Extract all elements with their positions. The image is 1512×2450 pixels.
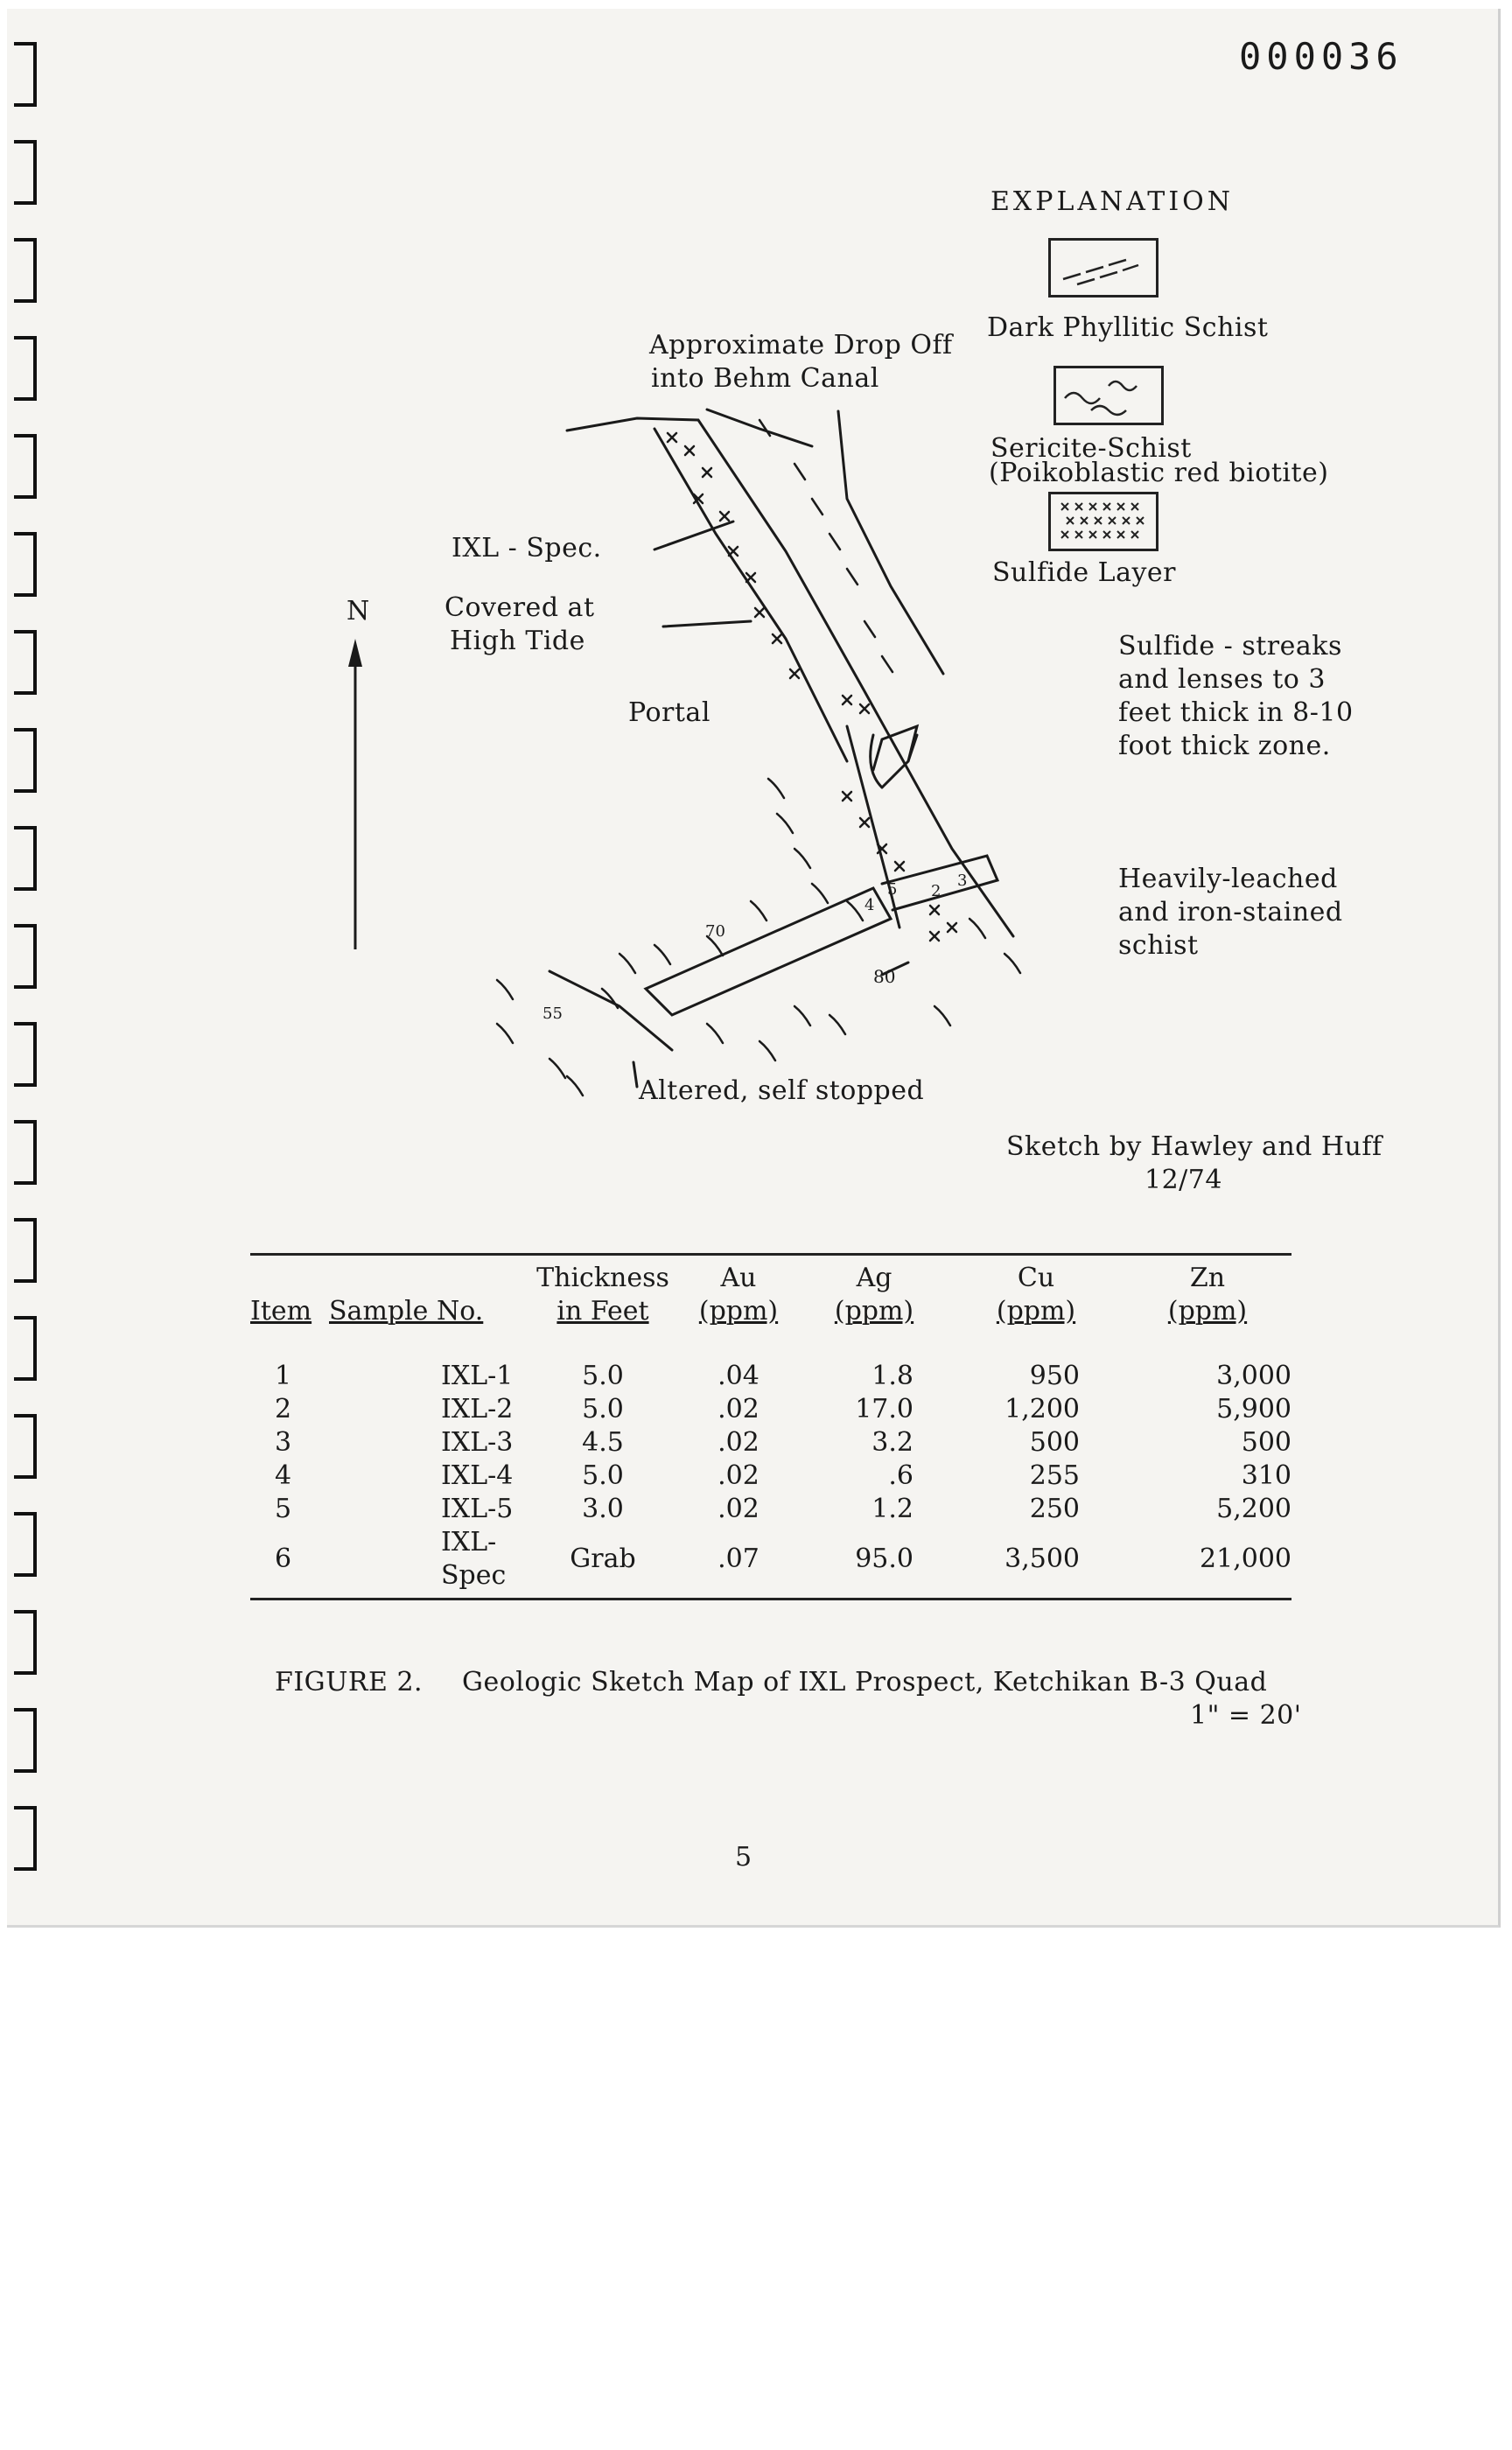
page-number: 5 [735, 1842, 752, 1872]
binder-tab [14, 1710, 35, 1771]
covered-leader [663, 621, 751, 626]
figure-scale: 1" = 20' [1190, 1700, 1302, 1731]
cell-thickness: 3.0 [582, 1494, 624, 1524]
cell-ag: 1.2 [872, 1494, 914, 1524]
cell-zn: 21,000 [1200, 1544, 1292, 1574]
cell-thickness: 5.0 [582, 1361, 624, 1391]
north-arrow-head [348, 639, 362, 667]
phyllite-mark [847, 569, 858, 584]
cell-zn: 3,000 [1216, 1361, 1292, 1391]
legend-sublabel-sericite-schist: (Poikoblastic red biotite) [989, 458, 1329, 488]
table-row [250, 1526, 1292, 1592]
table-row [250, 1493, 1292, 1526]
sulfide-mark [668, 433, 676, 442]
document-page [7, 9, 1501, 1928]
cell-cu: 3,500 [1004, 1544, 1080, 1574]
cell-sample: IXL-Spec [441, 1527, 507, 1591]
header-sample-top [329, 1262, 528, 1295]
leached-schist-mark [567, 1076, 583, 1096]
note-leached-line-3: schist [1118, 930, 1199, 961]
cell-thickness: Grab [570, 1544, 636, 1574]
note-sulfide-line-1: Sulfide - streaks [1118, 631, 1342, 662]
sulfide-mark [685, 446, 694, 455]
header-thickness-top: Thickness [536, 1263, 669, 1293]
note-sulfide-line-2: and lenses to 3 [1118, 664, 1326, 695]
dip-label-55: 55 [542, 1004, 563, 1023]
map-label-altered: Altered, self stopped [639, 1075, 925, 1106]
binder-tab [14, 1808, 35, 1869]
cell-item: 6 [275, 1544, 292, 1574]
cell-au: .04 [718, 1361, 760, 1391]
leached-schist-mark [830, 1015, 845, 1034]
leached-schist-mark [768, 779, 784, 798]
sulfide-mark [895, 862, 904, 871]
altered-leader [634, 1062, 637, 1087]
header-cu: (ppm) [996, 1296, 1076, 1326]
legend-label-sericite-schist: Sericite-Schist [990, 433, 1192, 464]
binder-tab [14, 1220, 35, 1281]
sample-point-5: 5 [887, 880, 898, 899]
note-sulfide-line-4: foot thick zone. [1118, 731, 1331, 761]
cell-sample: IXL-4 [441, 1460, 514, 1491]
sulfide-mark [729, 547, 738, 556]
sketch-map [7, 9, 1498, 1146]
leached-schist-mark [497, 1024, 513, 1043]
leached-schist-mark [794, 1006, 810, 1026]
cell-thickness: 4.5 [582, 1427, 624, 1458]
cell-item: 4 [275, 1460, 292, 1491]
figure-label: FIGURE 2. [275, 1667, 424, 1698]
header-item-top [250, 1262, 329, 1295]
sketch-credit: Sketch by Hawley and Huff [1006, 1131, 1382, 1162]
leached-schist-mark [1004, 954, 1020, 973]
sulfide-mark [746, 573, 755, 582]
drift-lower [550, 971, 672, 1050]
cell-sample: IXL-1 [441, 1361, 514, 1391]
map-label-drop-off-1: Approximate Drop Off [649, 330, 953, 360]
cell-zn: 310 [1241, 1460, 1292, 1491]
cell-au: .02 [718, 1460, 760, 1491]
cell-item: 1 [275, 1361, 292, 1391]
header-zn: (ppm) [1167, 1296, 1248, 1326]
cell-zn: 5,900 [1216, 1394, 1292, 1424]
contact-line-east [838, 411, 943, 674]
leached-schist-mark [970, 919, 985, 938]
header-au-top: Au [720, 1263, 757, 1293]
cell-zn: 5,200 [1216, 1494, 1292, 1524]
phyllite-mark [794, 464, 805, 480]
header-sample-no: Sample No. [329, 1296, 484, 1326]
binder-tab [14, 1612, 35, 1673]
north-label: N [346, 596, 370, 626]
header-thickness: in Feet [556, 1296, 649, 1326]
cell-au: .02 [718, 1494, 760, 1524]
cell-au: .02 [718, 1427, 760, 1458]
note-leached-line-1: Heavily-leached [1118, 864, 1338, 894]
explanation-title: EXPLANATION [990, 186, 1235, 217]
table-top-rule [250, 1253, 1292, 1256]
sketch-date: 12/74 [1144, 1165, 1222, 1195]
note-leached-line-2: and iron-stained [1118, 897, 1343, 928]
table-row [250, 1426, 1292, 1460]
cell-ag: 95.0 [855, 1544, 914, 1574]
table-header-row-top [250, 1262, 1292, 1295]
leached-schist-mark [777, 814, 793, 833]
map-label-covered-1: Covered at [444, 592, 595, 623]
sulfide-mark [843, 696, 851, 704]
map-label-covered-2: High Tide [450, 626, 585, 656]
sulfide-mark [755, 608, 764, 617]
header-ag: (ppm) [834, 1296, 914, 1326]
sulfide-mark [773, 634, 781, 643]
cell-ag: 1.8 [872, 1361, 914, 1391]
cell-thickness: 5.0 [582, 1394, 624, 1424]
cell-sample: IXL-5 [441, 1494, 514, 1524]
sulfide-mark [948, 923, 956, 932]
shore-line-east [707, 410, 812, 446]
cell-sample: IXL-3 [441, 1427, 514, 1458]
ixl-spec-leader [654, 522, 733, 550]
leached-schist-mark [751, 901, 766, 920]
sulfide-mark [720, 512, 729, 521]
table-bottom-rule [250, 1598, 1292, 1600]
header-au: (ppm) [698, 1296, 779, 1326]
leached-schist-mark [497, 980, 513, 999]
binder-tab [14, 1514, 35, 1575]
phyllite-mark [830, 534, 840, 550]
cell-cu: 500 [1029, 1427, 1080, 1458]
sulfide-mark [930, 906, 939, 914]
dip-label-70: 70 [705, 922, 725, 941]
phyllite-mark [882, 656, 892, 672]
map-label-portal: Portal [628, 697, 710, 728]
header-item: Item [250, 1296, 312, 1326]
map-label-drop-off-2: into Behm Canal [651, 363, 879, 394]
cell-zn: 500 [1241, 1427, 1292, 1458]
cell-ag: 3.2 [872, 1427, 914, 1458]
figure-caption: Geologic Sketch Map of IXL Prospect, Ketchikan B-3 Quad [462, 1667, 1268, 1698]
header-zn-top: Zn [1189, 1263, 1226, 1293]
table-row [250, 1393, 1292, 1426]
note-sulfide-line-3: feet thick in 8-10 [1118, 697, 1354, 728]
cell-au: .07 [718, 1544, 760, 1574]
header-ag-top: Ag [856, 1263, 892, 1293]
sulfide-mark [860, 818, 869, 827]
cell-cu: 255 [1029, 1460, 1080, 1491]
sulfide-mark [930, 932, 939, 941]
cell-item: 3 [275, 1427, 292, 1458]
cell-item: 2 [275, 1394, 292, 1424]
cell-sample: IXL-2 [441, 1394, 514, 1424]
cell-ag: .6 [888, 1460, 914, 1491]
leached-schist-mark [654, 945, 670, 964]
cell-item: 5 [275, 1494, 292, 1524]
assay-table [250, 1262, 1292, 1592]
leached-schist-mark [620, 954, 635, 973]
leached-schist-mark [794, 849, 810, 868]
sample-point-3: 3 [957, 872, 968, 890]
map-label-ixl-spec: IXL - Spec. [452, 533, 602, 564]
phyllite-mark [760, 420, 770, 436]
sulfide-mark [790, 669, 799, 678]
leached-schist-mark [847, 901, 863, 920]
leached-schist-mark [707, 1024, 723, 1043]
sulfide-mark [843, 792, 851, 801]
sulfide-mark [860, 704, 869, 713]
document-number: 000036 [1239, 35, 1404, 78]
cell-cu: 950 [1029, 1361, 1080, 1391]
cell-au: .02 [718, 1394, 760, 1424]
dip-label-80: 80 [873, 966, 896, 987]
legend-label-sulfide-layer: Sulfide Layer [992, 557, 1177, 588]
cell-cu: 1,200 [1004, 1394, 1080, 1424]
cell-thickness: 5.0 [582, 1460, 624, 1491]
table-row [250, 1360, 1292, 1393]
leached-schist-mark [812, 884, 828, 903]
table-header-row-bottom [250, 1295, 1292, 1328]
sample-point-2: 2 [931, 882, 942, 900]
leached-schist-mark [934, 1006, 950, 1026]
sulfide-mark [703, 468, 711, 477]
phyllite-mark [864, 621, 875, 637]
binder-tab [14, 1318, 35, 1379]
leached-schist-mark [550, 1059, 565, 1078]
binder-tab [14, 1416, 35, 1477]
header-cu-top: Cu [1017, 1263, 1055, 1293]
phyllite-mark [812, 499, 822, 514]
table-row [250, 1460, 1292, 1493]
leached-schist-mark [760, 1041, 775, 1060]
cell-ag: 17.0 [855, 1394, 914, 1424]
legend-label-dark-phyllitic-schist: Dark Phyllitic Schist [987, 312, 1269, 343]
sample-point-4: 4 [864, 896, 875, 914]
cell-cu: 250 [1029, 1494, 1080, 1524]
